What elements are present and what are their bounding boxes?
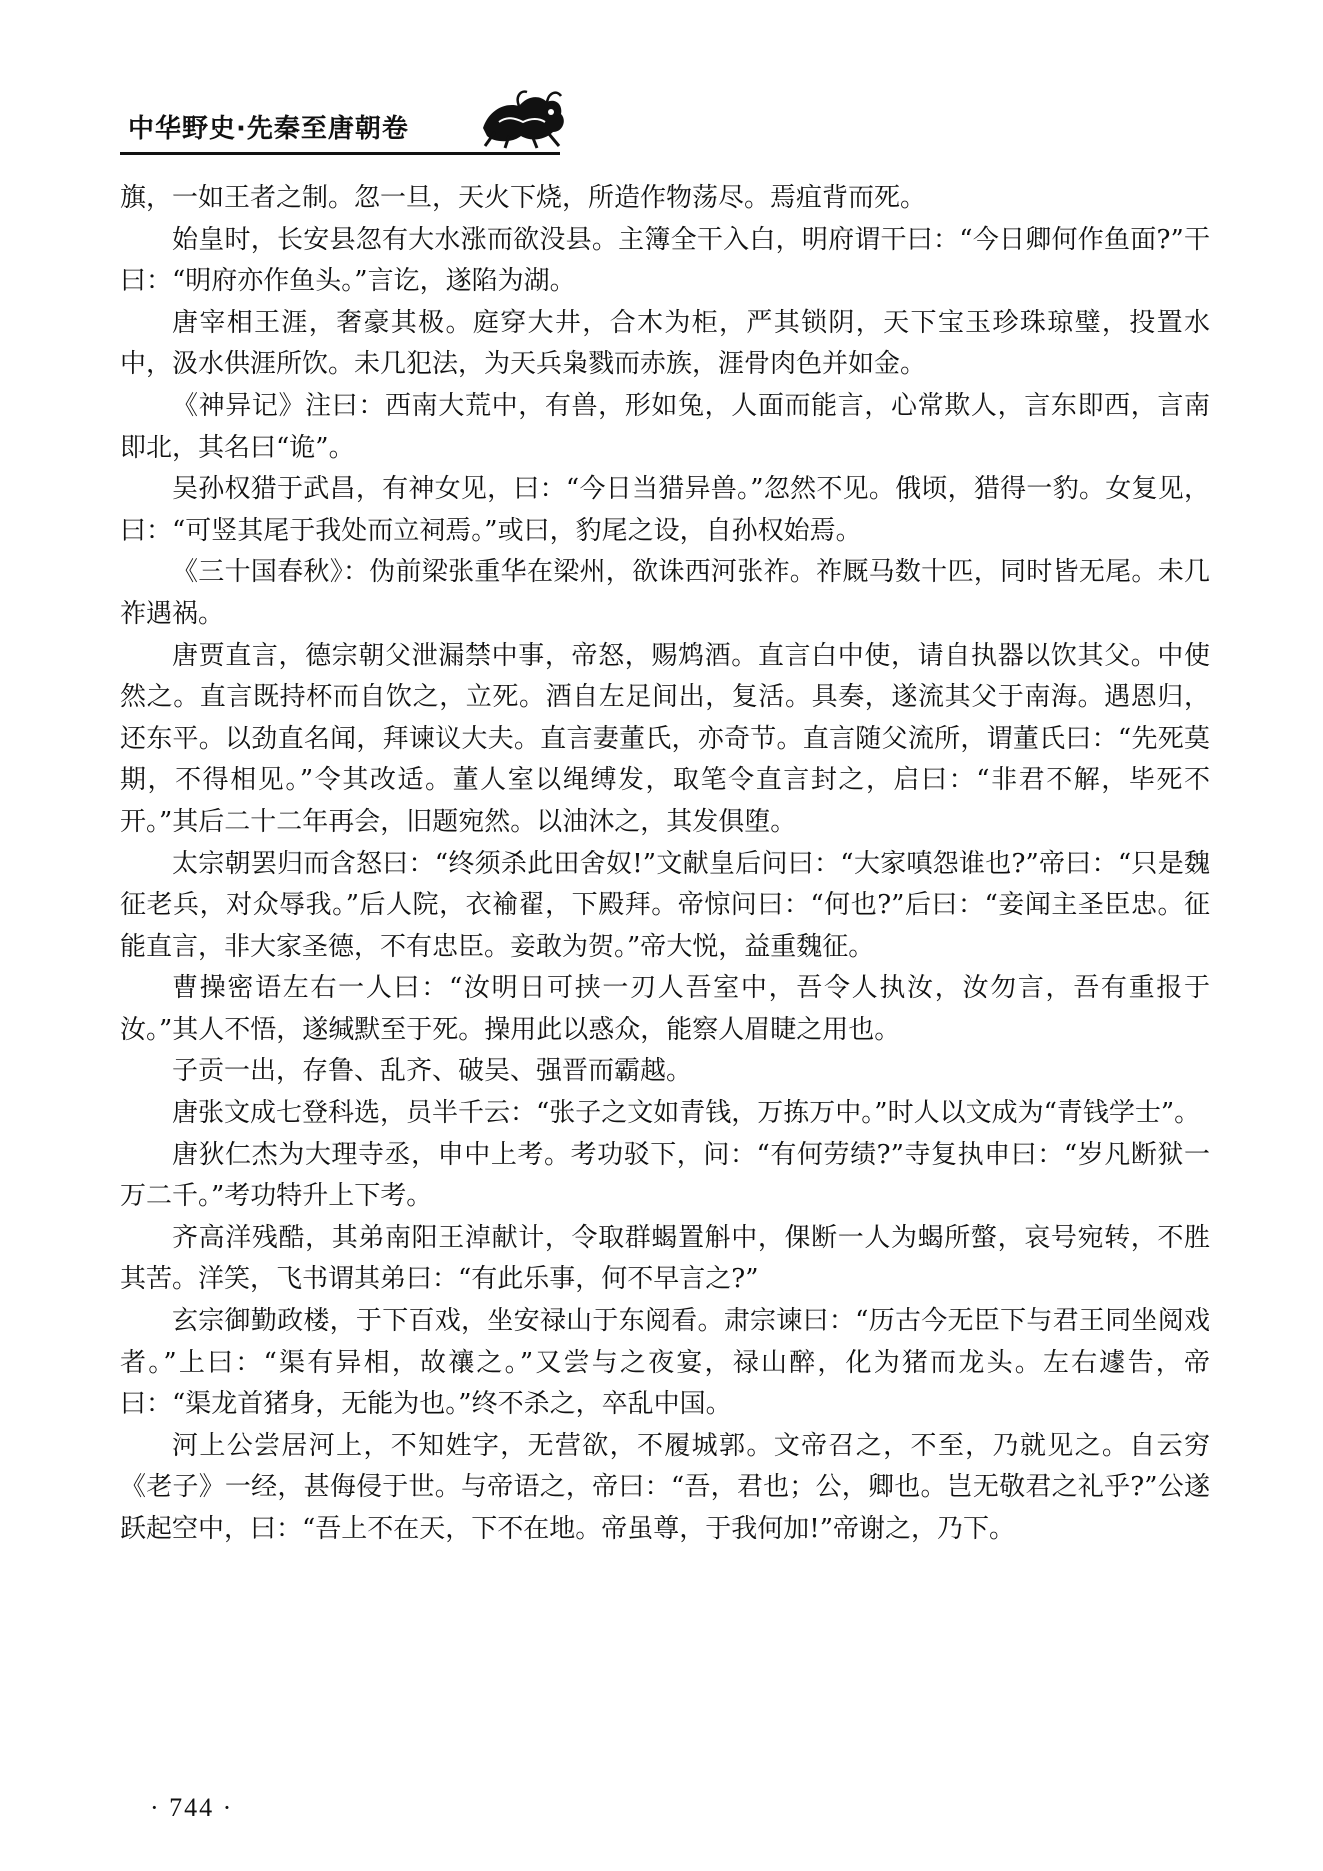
page-number: · 744 ·: [150, 1793, 234, 1822]
paragraph: 河上公尝居河上，不知姓字，无营欲，不履城郭。文帝召之，不至，乃就见之。自云穷《老子》一经，甚侮侵于世。与帝语之，帝曰：“吾，君也；公，卿也。岂无敬君之礼乎?”公遂跃起空中，曰：“吾上不在天，下不在地。帝虽尊，于我何加!”帝谢之，乃下。: [120, 1430, 1210, 1544]
body-text: [120, 178, 1210, 1551]
paragraph: 唐宰相王涯，奢豪其极。庭穿大井，合木为柜，严其锁阴，天下宝玉珍珠琼璧，投置水中，汲水供涯所饮。未几犯法，为天兵枭戮而赤族，涯骨肉色并如金。: [120, 307, 1210, 380]
paragraph: 吴孙权猎于武昌，有神女见，曰：“今日当猎异兽。”忽然不见。俄顷，猎得一豹。女复见，曰：“可竖其尾于我处而立祠焉。”或曰，豹尾之设，自孙权始焉。: [120, 474, 1210, 546]
paragraph: 唐狄仁杰为大理寺丞，申中上考。考功驳下，问：“有何劳绩?”寺复执申曰：“岁凡断狱一万二千。”考功特升上下考。: [120, 1139, 1210, 1212]
paragraph: 曹操密语左右一人曰：“汝明日可挟一刃人吾室中，吾令人执汝，汝勿言，吾有重报于汝。”其人不悟，遂缄默至于死。操用此以惑众，能察人眉睫之用也。: [120, 973, 1210, 1045]
paragraph: 《神异记》注曰：西南大荒中，有兽，形如兔，人面而能言，心常欺人，言东即西，言南即北，其名曰“诡”。: [120, 390, 1210, 463]
paragraph: 《三十国春秋》：伪前梁张重华在梁州，欲诛西河张祚。祚厩马数十匹，同时皆无尾。未几祚遇祸。: [120, 557, 1210, 629]
paragraph: 子贡一出，存鲁、乱齐、破吴、强晋而霸越。: [172, 1056, 693, 1087]
paragraph: 玄宗御勤政楼，于下百戏，坐安禄山于东阅看。肃宗谏曰：“历古今无臣下与君王同坐阅戏者。”上曰：“渠有异相，故禳之。”又尝与之夜宴，禄山醉，化为猪而龙头。左右遽告，帝曰：“渠龙首猪身，无能为也。”终不杀之，卒乱中国。: [120, 1306, 1210, 1420]
running-header: [120, 94, 560, 158]
dragon-emblem-icon: [475, 88, 570, 150]
book-title: 中华野史·先秦至唐朝卷: [128, 114, 409, 144]
paragraph: 旗，一如王者之制。忽一旦，天火下烧，所造作物荡尽。焉疽背而死。: [120, 183, 927, 213]
paragraph: 唐张文成七登科选，员半千云：“张子之文如青钱，万拣万中。”时人以文成为“青钱学士”。: [172, 1098, 1201, 1129]
paragraph: 唐贾直言，德宗朝父泄漏禁中事，帝怒，赐鸩酒。直言白中使，请自执器以饮其父。中使然之。直言既持杯而自饮之，立死。酒自左足间出，复活。具奏，遂流其父于南海。遇恩归，还东平。以劲直名闻，拜谏议大夫。直言妻董氏，亦奇节。直言随父流所，谓董氏曰：“先死莫期，不得相见。”令其改适。董人室以绳缚发，取笔令直言封之，启曰：“非君不解，毕死不开。”其后二十二年再会，旧题宛然。以油沐之，其发俱堕。: [120, 640, 1210, 837]
paragraph: 始皇时，长安县忽有大水涨而欲没县。主簿全干入白，明府谓干曰：“今日卿何作鱼面?”干曰：“明府亦作鱼头。”言讫，遂陷为湖。: [120, 224, 1210, 297]
header-rule: [120, 152, 560, 155]
paragraph: 太宗朝罢归而含怒曰：“终须杀此田舍奴!”文献皇后问曰：“大家嗔怨谁也?”帝曰：“只是魏征老兵，对众辱我。”后人院，衣褕翟，下殿拜。帝惊问曰：“何也?”后曰：“妾闻主圣臣忠。征能直言，非大家圣德，不有忠臣。妾敢为贺。”帝大悦，益重魏征。: [120, 848, 1210, 962]
paragraph: 齐高洋残酷，其弟南阳王淖献计，令取群蝎置斛中，倮断一人为蝎所螫，哀号宛转，不胜其苦。洋笑，飞书谓其弟曰：“有此乐事，何不早言之?”: [120, 1222, 1210, 1295]
